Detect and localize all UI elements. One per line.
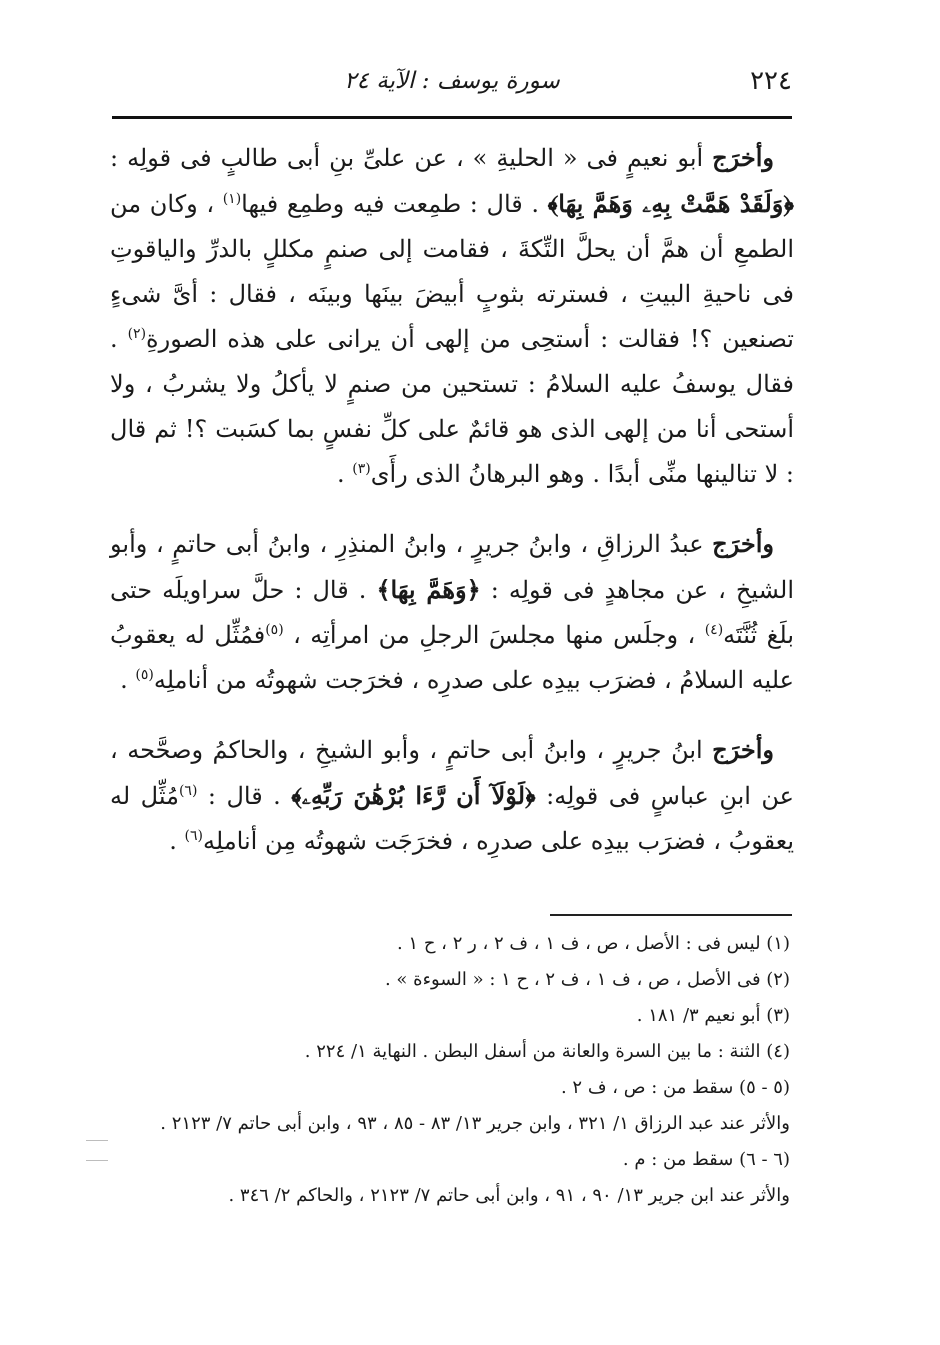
- quran-quote: ﴿لَوْلَآ أَن رَّءَا بُرْهَٰنَ رَبِّهِۦ﴾: [291, 781, 536, 810]
- text-paragraph: [110, 135, 794, 497]
- scan-edge-mark: [86, 1140, 108, 1141]
- paragraph-lead-word: وأخرَج: [712, 143, 774, 172]
- footnote-reference: (٦): [184, 828, 204, 844]
- running-title: سورة يوسف : الآية ٢٤: [344, 68, 560, 94]
- text-run: فمُثِّل له يعقوبُ عليه السلامُ ، فضرَب بيدِه على صدرِه ، فخرَجت شهوتُه من أناملِه: [110, 621, 794, 694]
- text-run: .: [336, 460, 353, 488]
- footnote-item: (٥ - ٥) سقط من : ص ، ف ٢ .: [560, 1077, 790, 1098]
- footnote-reference: (٦): [178, 783, 198, 799]
- footnote-item: (١) ليس فى : الأصل ، ص ، ف ١ ، ف ٢ ، ر ٢ ، ح ١ .: [396, 933, 790, 954]
- text-run: أبو نعيمٍ فى « الحليةِ » ، عن علىِّ بنِ أبى طالبٍ فى قولِه :: [110, 144, 713, 172]
- page-header: [112, 66, 792, 106]
- header-rule: [112, 116, 792, 119]
- footnote-item: (٣) أبو نعيم ٣/ ١٨١ .: [636, 1005, 790, 1026]
- text-run: .: [120, 666, 136, 694]
- scan-edge-mark: [86, 1160, 108, 1161]
- text-run: ، وجلَس منها مجلسَ الرجلِ من امرأتِه ،: [283, 621, 705, 649]
- footnote-item: (٦ - ٦) سقط من : م .: [622, 1149, 790, 1170]
- footnotes: [100, 926, 790, 1214]
- text-paragraph: [110, 521, 794, 703]
- text-run: مُثِّل له يعقوبُ ، فضرَب بيدِه على صدرِه ، فخرَجَت شهوتُه مِن أناملِه: [110, 782, 794, 855]
- page-number: ٢٢٤: [750, 66, 792, 96]
- footnote-item: والأثر عند ابن جرير ١٣/ ٩٠ ، ٩١ ، وابن أبى حاتم ٧/ ٢١٢٣ ، والحاكم ٢/ ٣٤٦ .: [228, 1185, 790, 1206]
- text-run: ابنُ جريرٍ ، وابنُ أبى حاتمٍ ، وأبو الشيخِ ، والحاكمُ وصحَّحه ، عن ابنِ عباسٍ فى قولِه:: [110, 736, 794, 810]
- text-run: . قال : طمِعت فيه وطمِع فيها: [241, 190, 548, 218]
- main-text: [110, 135, 794, 888]
- footnote-item: (٤) الثنة : ما بين السرة والعانة من أسفل البطن . النهاية ١/ ٢٢٤ .: [304, 1041, 790, 1062]
- footnote-separator: [550, 914, 792, 916]
- text-run: . قال : حلَّ سراويلَه حتى بلَغ ثُنَّتَه: [110, 576, 795, 649]
- text-run: عبدُ الرزاقِ ، وابنُ جريرٍ ، وابنُ المنذِرِ ، وابنُ أبى حاتمٍ ، وأبو الشيخِ ، عن مجاهدٍ فى قولِه :: [110, 530, 794, 604]
- paragraph-lead-word: وأخرَج: [712, 529, 774, 558]
- text-run: ، وكان من الطمعِ أن همَّ أن يحلَّ التِّكةَ ، فقامت إلى صنمٍ مكللٍ بالدرِّ والياقوتِ فى ناحيةِ البيتِ ، فسترته بثوبٍ أبيضَ بينَها وبينَه ، فقال : أىَّ شىءٍ تصنعين ؟! فقالت : أستحِى من إلهى أن يرانى على هذه الصورةِ: [110, 190, 794, 353]
- footnote-reference: (٤): [704, 622, 724, 638]
- text-run: . قال :: [197, 782, 292, 810]
- paragraph-lead-word: وأخرَج: [712, 735, 774, 764]
- footnote-item: والأثر عند عبد الرزاق ١/ ٣٢١ ، وابن جرير ١٣/ ٨٣ - ٨٥ ، ٩٣ ، وابن أبى حاتم ٧/ ٢١٢٣ .: [160, 1113, 790, 1134]
- footnote-reference: (٥): [265, 622, 284, 638]
- quran-quote: ﴿وَهَمَّ بِهَا﴾: [376, 575, 481, 604]
- footnote-item: (٢) فى الأصل ، ص ، ف ١ ، ف ٢ ، ح ١ : « السوءة » .: [384, 969, 790, 990]
- footnote-reference: (٥): [135, 667, 154, 683]
- text-run: .: [169, 827, 185, 855]
- footnote-reference: (٢): [127, 326, 147, 342]
- quran-quote: ﴿وَلَقَدْ هَمَّتْ بِهِۦ وَهَمَّ بِهَا﴾: [547, 189, 794, 218]
- text-run: . فقال يوسفُ عليه السلامُ : تستحين من صنمٍ لا يأكلُ ولا يشربُ ، ولا أستحى أنا من إلهى الذى هو قائمٌ على كلِّ نفسٍ بما كسَبت ؟! ثم قال : لا تنالينها منِّى أبدًا . وهو البرهانُ الذى رأَى: [110, 325, 794, 488]
- footnote-reference: (٣): [352, 461, 371, 477]
- footnote-reference: (١): [222, 191, 242, 207]
- text-paragraph: [110, 727, 794, 864]
